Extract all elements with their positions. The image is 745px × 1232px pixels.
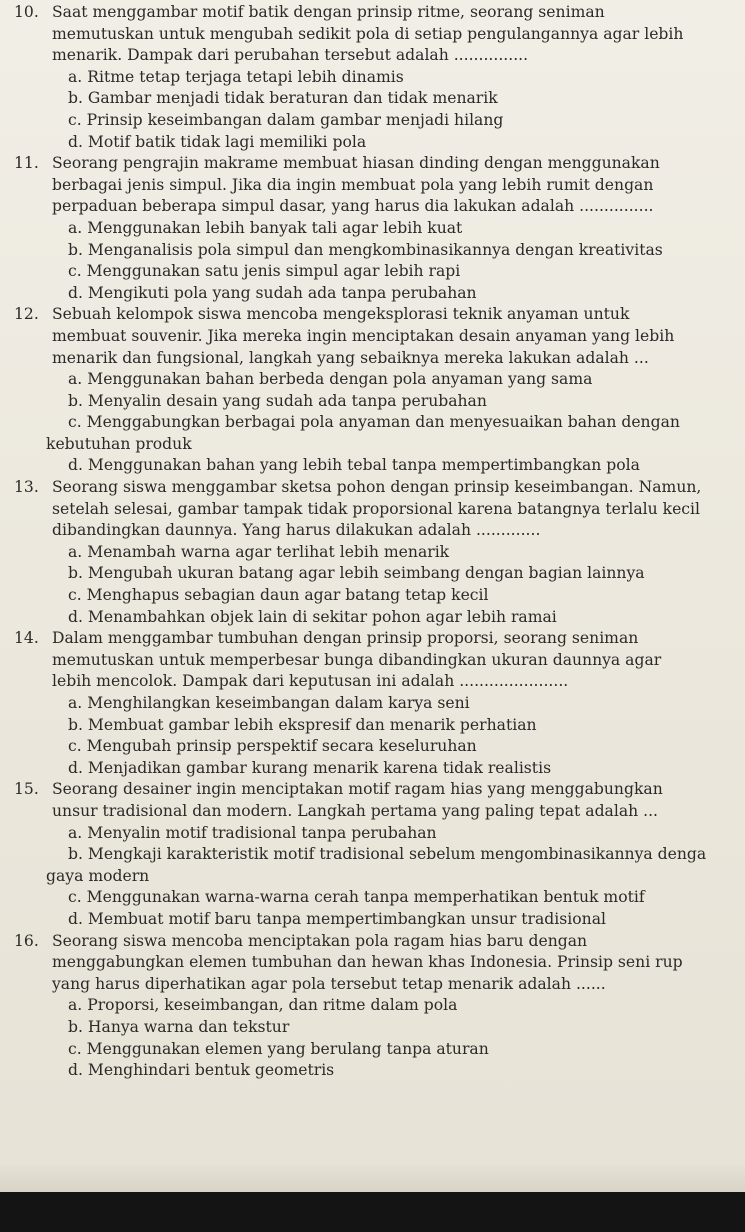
- option-text-continued: kebutuhan produk: [46, 434, 192, 453]
- answer-option: [14, 369, 740, 391]
- question-text: Seorang siswa mencoba menciptakan pola ragam hias baru dengan: [52, 931, 588, 950]
- question-text-line: menarik dan fungsional, langkah yang sebaiknya mereka lakukan adalah ...: [52, 348, 649, 367]
- option-text: Menjadikan gambar kurang menarik karena tidak realistis: [87, 758, 552, 777]
- question-item: [14, 628, 740, 779]
- question-text: Sebuah kelompok siswa mencoba mengeksplorasi teknik anyaman untuk: [52, 305, 630, 324]
- option-text: Menghilangkan keseimbangan dalam karya seni: [87, 694, 470, 712]
- option-letter: d.: [68, 283, 83, 302]
- question-number: 14.: [14, 629, 39, 648]
- question-number: 13.: [14, 478, 39, 497]
- question-number: 10.: [14, 3, 39, 21]
- answer-option: [14, 909, 740, 931]
- option-letter: d.: [68, 909, 83, 928]
- option-text: Mengubah ukuran batang agar lebih seimbang dengan bagian lainnya: [87, 564, 645, 583]
- option-letter: a.: [68, 996, 83, 1015]
- option-text: Ritme tetap terjaga tetapi lebih dinamis: [87, 67, 404, 86]
- answer-option: [14, 455, 740, 477]
- question-text-line: unsur tradisional dan modern. Langkah pertama yang paling tepat adalah ...: [52, 801, 659, 820]
- option-letter: b.: [68, 240, 83, 259]
- answer-option: [14, 844, 740, 866]
- option-text: Menggunakan warna-warna cerah tanpa memperhatikan bentuk motif: [86, 888, 645, 907]
- option-letter: a.: [68, 823, 83, 842]
- option-letter: a.: [68, 67, 83, 86]
- option-letter: d.: [68, 1061, 83, 1080]
- option-text: Menggunakan bahan berbeda dengan pola anyaman yang sama: [87, 370, 593, 389]
- option-letter: c.: [68, 262, 82, 281]
- option-text: Membuat gambar lebih ekspresif dan menarik perhatian: [87, 715, 537, 734]
- option-text: Motif batik tidak lagi memiliki pola: [87, 132, 367, 151]
- answer-option: [14, 693, 740, 715]
- option-text: Menganalisis pola simpul dan mengkombinasikannya dengan kreativitas: [87, 240, 663, 259]
- question-text-line: [14, 304, 740, 326]
- option-text: Hanya warna dan tekstur: [87, 1017, 290, 1036]
- option-text: Menggunakan lebih banyak tali agar lebih kuat: [87, 218, 463, 237]
- question-number: 11.: [14, 154, 39, 173]
- answer-option: [14, 823, 740, 845]
- answer-option: [14, 995, 740, 1017]
- answer-option: [14, 1039, 740, 1061]
- question-number: 12.: [14, 305, 39, 324]
- option-text: Mengikuti pola yang sudah ada tanpa perubahan: [87, 283, 477, 302]
- option-text: Proporsi, keseimbangan, dan ritme dalam pola: [87, 996, 458, 1015]
- option-letter: b.: [68, 391, 83, 410]
- question-item: [14, 931, 740, 1082]
- option-letter: a.: [68, 370, 83, 389]
- question-text-line: setelah selesai, gambar tampak tidak proporsional karena batangnya terlalu kecil: [52, 499, 701, 518]
- answer-option: [14, 218, 740, 240]
- option-letter: c.: [68, 888, 82, 907]
- answer-option: [14, 1060, 740, 1082]
- question-text-line: menarik. Dampak dari perubahan tersebut adalah ...............: [52, 46, 529, 65]
- question-text-line: memutuskan untuk memperbesar bunga dibandingkan ukuran daunnya agar: [52, 650, 662, 669]
- option-letter: b.: [68, 564, 83, 583]
- question-text-line: memutuskan untuk mengubah sedikit pola di setiap pengulangannya agar lebih: [52, 24, 684, 43]
- question-text-line: [14, 931, 740, 953]
- option-letter: b.: [68, 845, 83, 864]
- answer-option: [14, 887, 740, 909]
- option-text: Menggunakan bahan yang lebih tebal tanpa mempertimbangkan pola: [87, 456, 640, 475]
- question-number: 15.: [14, 780, 39, 799]
- answer-option: [14, 412, 740, 434]
- question-text-line: berbagai jenis simpul. Jika dia ingin membuat pola yang lebih rumit dengan: [52, 175, 654, 194]
- option-text: Menghapus sebagian daun agar batang tetap kecil: [86, 586, 489, 605]
- option-text: Menggunakan satu jenis simpul agar lebih rapi: [86, 262, 461, 281]
- dark-background-edge: [0, 1192, 745, 1232]
- option-letter: c.: [68, 110, 82, 129]
- option-text: Menambahkan objek lain di sekitar pohon agar lebih ramai: [87, 607, 557, 626]
- option-letter: c.: [68, 737, 82, 756]
- answer-option: [14, 391, 740, 413]
- question-list: [14, 2, 740, 1167]
- option-letter: a.: [68, 218, 83, 237]
- question-text: Dalam menggambar tumbuhan dengan prinsip proporsi, seorang seniman: [52, 629, 639, 648]
- option-text: Menambah warna agar terlihat lebih menarik: [87, 542, 450, 561]
- answer-option: [14, 542, 740, 564]
- question-item: [14, 779, 740, 930]
- option-letter: d.: [68, 758, 83, 777]
- question-text-line: dibandingkan daunnya. Yang harus dilakukan adalah .............: [52, 521, 541, 540]
- option-text: Membuat motif baru tanpa mempertimbangkan unsur tradisional: [87, 909, 606, 928]
- option-text: Menghindari bentuk geometris: [87, 1061, 335, 1080]
- question-text-line: lebih mencolok. Dampak dari keputusan ini adalah ......................: [52, 672, 569, 691]
- question-text-line: [14, 2, 740, 24]
- option-letter: b.: [68, 715, 83, 734]
- question-text-line: yang harus diperhatikan agar pola tersebut tetap menarik adalah ......: [52, 974, 606, 993]
- answer-option: [14, 563, 740, 585]
- question-text-line: menggabungkan elemen tumbuhan dan hewan khas Indonesia. Prinsip seni rup: [52, 953, 683, 972]
- answer-option: [14, 736, 740, 758]
- answer-option: [14, 758, 740, 780]
- question-text: Seorang desainer ingin menciptakan motif ragam hias yang menggabungkan: [52, 780, 663, 799]
- option-letter: b.: [68, 89, 83, 108]
- option-letter: c.: [68, 413, 82, 432]
- option-text: Prinsip keseimbangan dalam gambar menjadi hilang: [86, 110, 504, 129]
- option-letter: a.: [68, 542, 83, 561]
- answer-option: [14, 1017, 740, 1039]
- question-text-line: [14, 153, 740, 175]
- answer-option: [14, 715, 740, 737]
- answer-option: [14, 110, 740, 132]
- answer-option: [14, 283, 740, 305]
- question-item: [14, 153, 740, 304]
- answer-option: [14, 585, 740, 607]
- option-letter: d.: [68, 607, 83, 626]
- answer-option: [14, 88, 740, 110]
- question-text-line: perpaduan beberapa simpul dasar, yang harus dia lakukan adalah ...............: [52, 197, 654, 216]
- question-text: Saat menggambar motif batik dengan prinsip ritme, seorang seniman: [52, 3, 605, 21]
- option-text-continued: gaya modern: [46, 866, 150, 885]
- option-letter: d.: [68, 132, 83, 151]
- question-item: [14, 2, 740, 153]
- question-text: Seorang pengrajin makrame membuat hiasan dinding dengan menggunakan: [52, 154, 660, 173]
- option-text: Gambar menjadi tidak beraturan dan tidak menarik: [87, 89, 498, 108]
- question-text-line: membuat souvenir. Jika mereka ingin menciptakan desain anyaman yang lebih: [52, 326, 675, 345]
- question-item: [14, 304, 740, 477]
- question-number: 16.: [14, 931, 39, 950]
- answer-option: [14, 240, 740, 262]
- option-letter: d.: [68, 456, 83, 475]
- option-text: Mengkaji karakteristik motif tradisional sebelum mengombinasikannya denga: [87, 845, 707, 864]
- answer-option: [14, 67, 740, 89]
- answer-option: [14, 607, 740, 629]
- option-text: Menggabungkan berbagai pola anyaman dan menyesuaikan bahan dengan: [86, 413, 680, 432]
- option-letter: b.: [68, 1017, 83, 1036]
- option-text: Menyalin desain yang sudah ada tanpa perubahan: [87, 391, 487, 410]
- question-text-line: [14, 477, 740, 499]
- option-text: Menggunakan elemen yang berulang tanpa aturan: [86, 1039, 489, 1058]
- page-bottom-shadow: [0, 1165, 745, 1195]
- option-text: Mengubah prinsip perspektif secara keseluruhan: [86, 737, 477, 756]
- answer-option: [14, 132, 740, 154]
- question-item: [14, 477, 740, 628]
- option-letter: c.: [68, 1039, 82, 1058]
- option-letter: c.: [68, 586, 82, 605]
- option-letter: a.: [68, 694, 83, 712]
- question-text: Seorang siswa menggambar sketsa pohon dengan prinsip keseimbangan. Namun,: [52, 478, 702, 497]
- option-text: Menyalin motif tradisional tanpa perubahan: [87, 823, 437, 842]
- answer-option: [14, 261, 740, 283]
- question-text-line: [14, 779, 740, 801]
- question-text-line: [14, 628, 740, 650]
